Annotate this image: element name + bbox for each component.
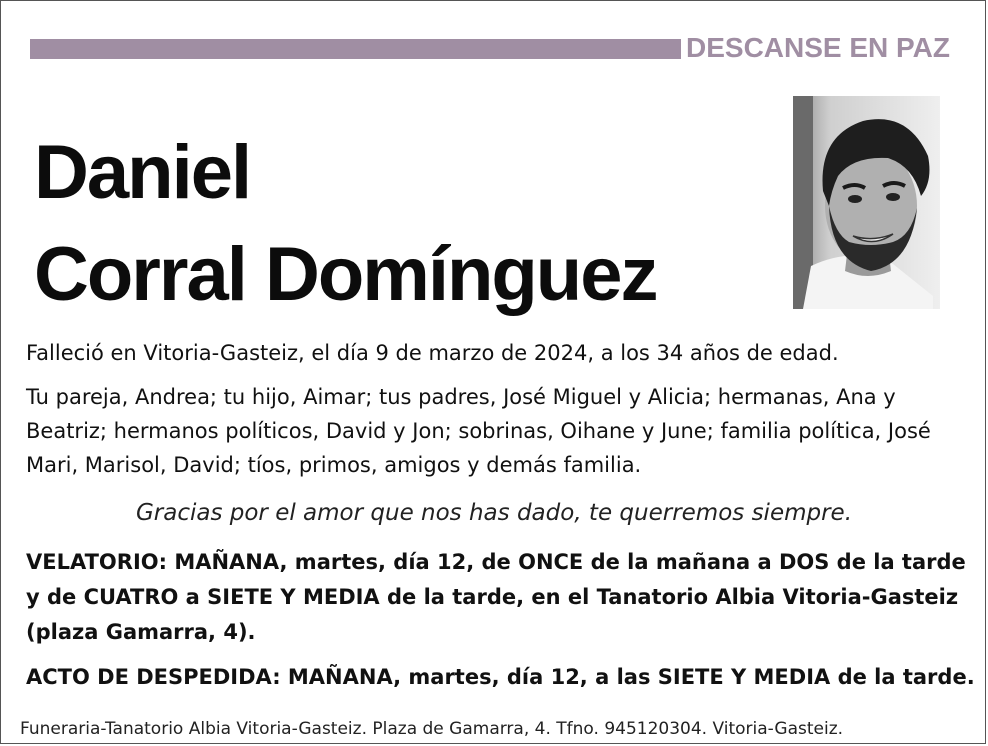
header-label: DESCANSE EN PAZ: [686, 32, 950, 63]
death-notice: Falleció en Vitoria-Gasteiz, el día 9 de marzo de 2024, a los 34 años de edad.: [26, 341, 839, 365]
header-bar: [30, 39, 681, 59]
funeral-home-footer: Funeraria-Tanatorio Albia Vitoria-Gasteiz. Plaza de Gamarra, 4. Tfno. 945120304. Vitoria-Gasteiz.: [20, 719, 844, 739]
velatorio-info: VELATORIO: MAÑANA, martes, día 12, de ONCE de la mañana a DOS de la tarde y de CUATRO a SIETE Y MEDIA de la tarde, en el Tanatorio Albia Vitoria-Gasteiz (plaza Gamarra, 4).: [26, 550, 966, 644]
deceased-surnames: Corral Domínguez: [34, 232, 657, 317]
portrait-photo: [793, 96, 940, 309]
family-list: Tu pareja, Andrea; tu hijo, Aimar; tus padres, José Miguel y Alicia; hermanas, Ana y Beatriz; hermanos políticos, David y Jon; sobrinas, Oihane y June; familia política, José Mari, Marisol, David; tíos, primos, amigos y demás familia.: [26, 385, 931, 477]
despedida-info: ACTO DE DESPEDIDA: MAÑANA, martes, día 12, a las SIETE Y MEDIA de la tarde.: [26, 665, 975, 689]
portrait-illustration: [793, 96, 940, 309]
deceased-first-name: Daniel: [34, 130, 251, 215]
memorial-quote: Gracias por el amor que nos has dado, te querremos siempre.: [135, 500, 853, 526]
